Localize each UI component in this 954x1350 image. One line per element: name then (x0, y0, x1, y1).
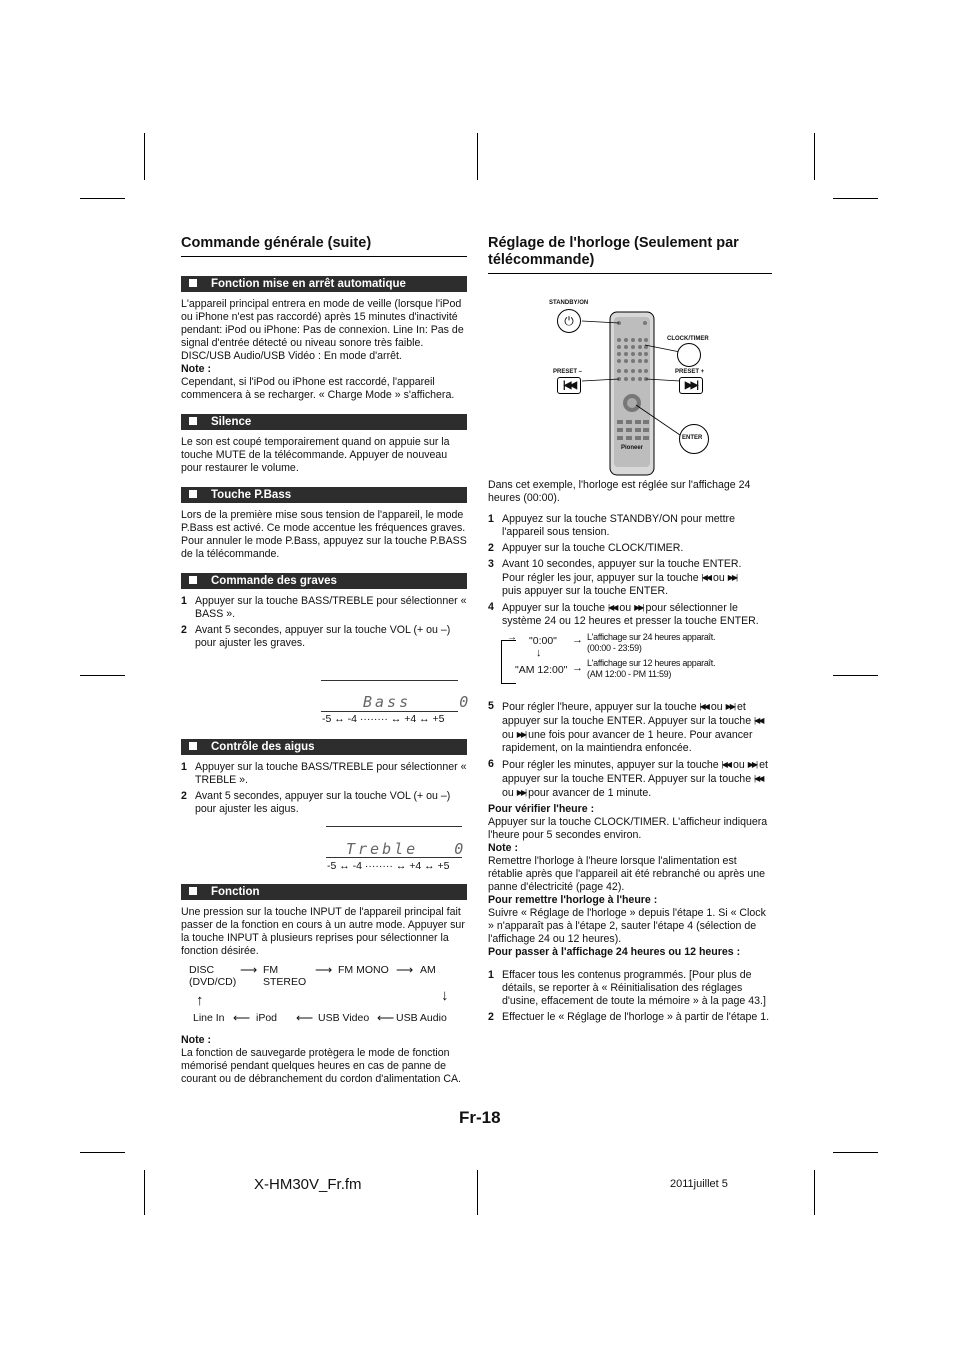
square-bullet-icon (189, 742, 197, 750)
flow-ipod: iPod (256, 1012, 278, 1024)
step: 6 Pour régler les minutes, appuyer sur la touche |◀◀ ou ▶▶| et appuyer sur la touche ENTER. Appuyer sur la touche |◀◀ ou ▶▶| pour avancer de 1 minute. (488, 758, 768, 799)
right-column (488, 479, 772, 631)
standby-label: STANDBY/ON (549, 300, 589, 306)
preset-plus-button: ▶▶| (679, 377, 703, 394)
subheading: Pour vérifier l'heure : (488, 803, 595, 815)
subsection-header (181, 573, 467, 589)
step: 1 Appuyez sur la touche STANDBY/ON pour mettre l'appareil sous tension. (488, 513, 735, 538)
note-label: Note : (181, 363, 212, 375)
flow-fmmono: FM MONO (338, 964, 389, 976)
arrow-right-icon: → (572, 662, 583, 674)
crop-mark (80, 675, 125, 676)
section-title: Commande générale (suite) (181, 235, 372, 251)
arrow-right-icon: ⟶ (315, 963, 333, 977)
brand-logo: Pioneer (621, 445, 644, 451)
left-column-3 (181, 872, 467, 958)
paragraph: Le son est coupé temporairement quand on appuie sur la touche MUTE de la télécommande. Appuyer de nouveau pour restaurer le volume. (181, 436, 450, 474)
enter-label: ENTER (682, 435, 703, 441)
right-header (488, 235, 772, 274)
lcd-display-treble (326, 826, 467, 858)
subsection-header (181, 884, 467, 900)
subheading: Pour passer à l'affichage 24 heures ou 12 heures : (488, 946, 741, 958)
arrow-right-icon: → (507, 632, 517, 643)
paragraph: L'appareil principal entrera en mode de veille (lorsque l'iPod ou iPhone n'est pas raccordé) après 15 minutes d'inactivité pendant: iPod ou iPhone: Pas de connexion. Line In: Pas de signal d'entrée détecté ou niveau sonore très faible. (181, 298, 464, 349)
step: 4 Appuyer sur la touche |◀◀ ou ▶▶| pour sélectionner le système 24 ou 12 heures et presser la touche ENTER. (488, 601, 759, 627)
title-rule (181, 256, 467, 257)
skip-back-icon: |◀◀ (608, 603, 617, 612)
square-bullet-icon (189, 279, 197, 287)
arrow-up-icon: ↑ (196, 992, 204, 1009)
title-rule (488, 273, 772, 274)
paragraph: Une pression sur la touche INPUT de l'appareil principal fait passer de la fonction en cours à un autre mode. Appuyer sur la touche INPUT à plusieurs reprises pour sélectionner la fonction désirée. (181, 906, 465, 957)
crop-mark (477, 1170, 478, 1215)
lcd-display-bass (321, 680, 472, 712)
crop-mark (814, 1170, 815, 1215)
right-column-2 (488, 697, 772, 1027)
loop-line (501, 640, 516, 684)
step: 2 Effectuer le « Réglage de l'horloge » à partir de l'étape 1. (488, 1011, 770, 1023)
arrow-left-icon: ⟵ (296, 1011, 314, 1025)
crop-mark (833, 1152, 878, 1153)
flow-linein: Line In (193, 1012, 225, 1024)
arrow-right-icon: ⟶ (396, 963, 414, 977)
skip-forward-icon: ▶▶| (727, 573, 737, 582)
crop-mark (477, 133, 478, 180)
step: 1 Appuyer sur la touche BASS/TREBLE pour sélectionner « TREBLE ». (181, 761, 467, 786)
note-label: Note : (181, 1034, 212, 1046)
paragraph: Lors de la première mise sous tension de l'appareil, le mode P.Bass est activé. Ce mode accentue les fréquences graves. (181, 509, 466, 534)
crop-mark (80, 1152, 125, 1153)
left-column (181, 235, 467, 653)
footer-filename: X-HM30V_Fr.fm (254, 1176, 362, 1193)
arrow-right-icon: ⟶ (240, 963, 258, 977)
skip-forward-icon: ▶▶| (725, 702, 735, 711)
page-number: Fr-18 (459, 1108, 501, 1127)
clock-24: "0:00" (529, 635, 557, 647)
step: 2 Avant 5 secondes, appuyer sur la touche VOL (+ ou –) pour ajuster les aigus. (181, 790, 451, 815)
skip-forward-icon: ▶▶| (516, 730, 526, 739)
square-bullet-icon (189, 417, 197, 425)
crop-mark (814, 133, 815, 180)
step: 2 Avant 5 secondes, appuyer sur la touche VOL (+ ou –) pour ajuster les graves. (181, 624, 451, 649)
clock-12: "AM 12:00" (515, 664, 568, 676)
clock-format-diagram (499, 632, 759, 684)
arrow-down-icon: ↓ (536, 647, 542, 659)
flow-fm: FM STEREO (263, 964, 307, 988)
paragraph: Dans cet exemple, l'horloge est réglée sur l'affichage 24 heures (00:00). (488, 479, 751, 504)
crop-mark (833, 198, 878, 199)
skip-back-icon: |◀◀ (701, 573, 711, 582)
paragraph: Pour annuler le mode P.Bass, appuyez sur la touche P.BASS de la télécommande. (181, 535, 467, 560)
paragraph: Appuyer sur la touche CLOCK/TIMER. L'afficheur indiquera l'heure pour 5 secondes environ. (488, 816, 768, 841)
crop-mark (80, 198, 125, 199)
standby-button: ⏻ (557, 309, 581, 333)
step: 5 Pour régler l'heure, appuyer sur la touche |◀◀ ou ▶▶| et appuyer sur la touche ENTER. Appuyer sur la touche |◀◀ ou ▶▶| une fois pour avancer de 1 heure. Pour avancer rapidement, on la maintiendra enfoncée. (488, 700, 763, 754)
section-title: Réglage de l'horloge (Seulement par télécommande) (488, 235, 739, 268)
subsection-header (181, 276, 467, 292)
arrow-left-icon: ⟵ (377, 1011, 395, 1025)
footer-date: 2011juillet 5 (670, 1178, 728, 1190)
flow-usbaudio: USB Audio (396, 1012, 447, 1024)
clock-timer-label: CLOCK/TIMER (667, 336, 709, 342)
preset-minus-label: PRESET – (553, 369, 583, 375)
crop-mark (144, 1170, 145, 1215)
lcd-text: Treble 0 (346, 840, 467, 858)
paragraph: Cependant, si l'iPod ou iPhone est raccordé, l'appareil commencera à se recharger. « Charge Mode » s'affichera. (181, 376, 455, 401)
step: 1 Appuyer sur la touche BASS/TREBLE pour sélectionner « BASS ». (181, 595, 467, 620)
level-scale: -5 ↔ -4 ········ ↔ +4 ↔ +5 (327, 860, 450, 872)
subsection-header (181, 414, 467, 430)
subsection-title: Fonction (211, 886, 260, 898)
skip-forward-icon: ▶▶| (747, 760, 757, 769)
flow-am: AM (420, 964, 436, 976)
subsection-title: Touche P.Bass (211, 489, 292, 501)
flow-usbvideo: USB Video (318, 1012, 370, 1024)
crop-mark (144, 133, 145, 180)
remote-illustration (540, 295, 720, 480)
subheading: Pour remettre l'horloge à l'heure : (488, 894, 658, 906)
arrow-down-icon: ↓ (441, 987, 449, 1004)
clock-timer-button (677, 343, 701, 367)
step: 3 Avant 10 secondes, appuyer sur la touche ENTER. Pour régler les jour, appuyer sur la touche |◀◀ ou ▶▶| puis appuyer sur la touche ENTER. (488, 558, 742, 597)
arrow-right-icon: → (572, 634, 583, 646)
arrow-left-icon: ⟵ (233, 1011, 251, 1025)
skip-back-icon: |◀◀ (699, 702, 708, 711)
crop-mark (833, 675, 878, 676)
level-scale: -5 ↔ -4 ········ ↔ +4 ↔ +5 (322, 713, 445, 725)
square-bullet-icon (189, 490, 197, 498)
subsection-title: Fonction mise en arrêt automatique (211, 278, 406, 290)
paragraph: La fonction de sauvegarde protègera le mode de fonction mémorisé pendant quelques heures en cas de panne de courant ou de débranchement du cordon d'alimentation CA. (181, 1047, 461, 1085)
clock-12-desc: L'affichage sur 12 heures apparaît. (AM 12:00 - PM 11:59) (587, 658, 716, 679)
subsection-title: Contrôle des aigus (211, 741, 315, 753)
square-bullet-icon (189, 887, 197, 895)
lcd-text: Bass 0 (363, 693, 472, 711)
skip-back-icon: |◀◀ (754, 716, 763, 725)
subsection-header (181, 487, 467, 503)
preset-minus-button: |◀◀ (557, 377, 581, 394)
paragraph: Suivre « Réglage de l'horloge » depuis l'étape 1. Si « Clock » n'apparaît pas à l'étape 2, sauter l'étape 4 (sélection de l'affichage 24 ou 12 heures). (488, 907, 766, 945)
skip-forward-icon: ▶▶| (634, 603, 643, 612)
subsection-title: Commande des graves (211, 575, 337, 587)
subsection-header (181, 739, 467, 755)
square-bullet-icon (189, 576, 197, 584)
paragraph: Remettre l'horloge à l'heure lorsque l'alimentation est rétablie après que l'appareil ait été rebranché ou après une panne d'électricité (page 42). (488, 855, 766, 893)
clock-24-desc: L'affichage sur 24 heures apparaît. (00:00 - 23:59) (587, 632, 716, 653)
step: 1 Effacer tous les contenus programmés. [Pour plus de détails, se reporter à « Réinitialisation des réglages d'usine, effacement de toute la mémoire » à la page 43.] (488, 969, 766, 1007)
note-label: Note : (488, 842, 519, 854)
subsection-title: Silence (211, 416, 252, 428)
left-column-2 (181, 727, 467, 819)
preset-plus-label: PRESET + (675, 369, 705, 375)
skip-forward-icon: ▶▶| (516, 788, 526, 797)
flow-disc: DISC (DVD/CD) (189, 964, 237, 988)
skip-back-icon: |◀◀ (754, 774, 763, 783)
step: 2 Appuyer sur la touche CLOCK/TIMER. (488, 542, 684, 554)
left-column-4 (181, 1034, 467, 1086)
paragraph: DISC/USB Audio/USB Vidéo : En mode d'arrêt. (181, 350, 402, 362)
skip-back-icon: |◀◀ (721, 760, 731, 769)
